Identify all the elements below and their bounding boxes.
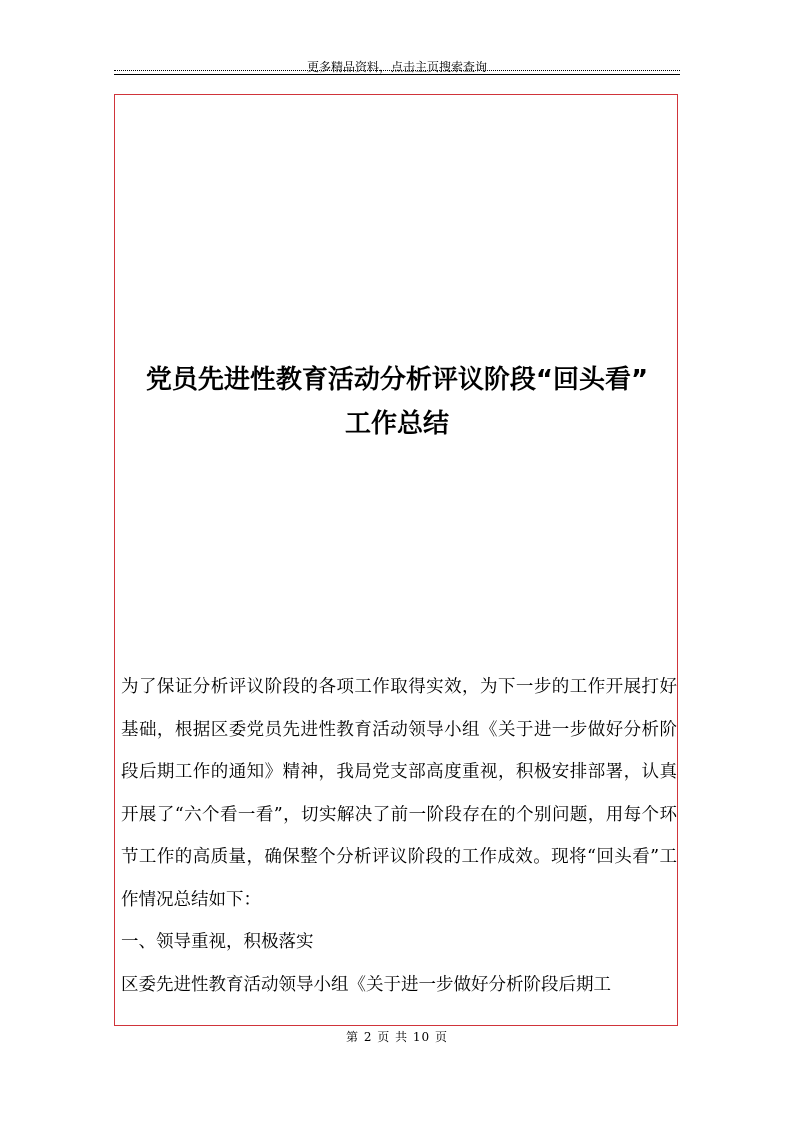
page-header: 更多精品资料，点击主页搜索查询 bbox=[306, 60, 487, 74]
section-heading-1: 一、领导重视，积极落实 bbox=[121, 932, 314, 952]
header-dotted-rule bbox=[114, 70, 680, 71]
document-title-line-2: 工作总结 bbox=[344, 409, 449, 439]
body-paragraph-intro: 为了保证分析评议阶段的各项工作取得实效，为下一步的工作开展打好基础，根据区委党员先进性教育活动领导小组《关于进一步做好分析阶段后期工作的通知》精神，我局党支部高度重视，积极安排部署，认真开展了“六个看一看”，切实解决了前一阶段存在的个别问题，用每个环节工作的高质量，确保整个分析评议阶段的工作成效。现将“回头看”工作情况总结如下： bbox=[121, 677, 677, 910]
document-body bbox=[121, 666, 677, 1006]
page-number-footer: 第 2 页 共 10 页 bbox=[346, 1030, 448, 1044]
document-title bbox=[114, 358, 680, 446]
document-title-line-1: 党员先进性教育活动分析评议阶段“回头看” bbox=[145, 365, 649, 395]
header-rule bbox=[114, 74, 680, 75]
body-paragraph-section-1: 区委先进性教育活动领导小组《关于进一步做好分析阶段后期工 bbox=[121, 974, 611, 995]
